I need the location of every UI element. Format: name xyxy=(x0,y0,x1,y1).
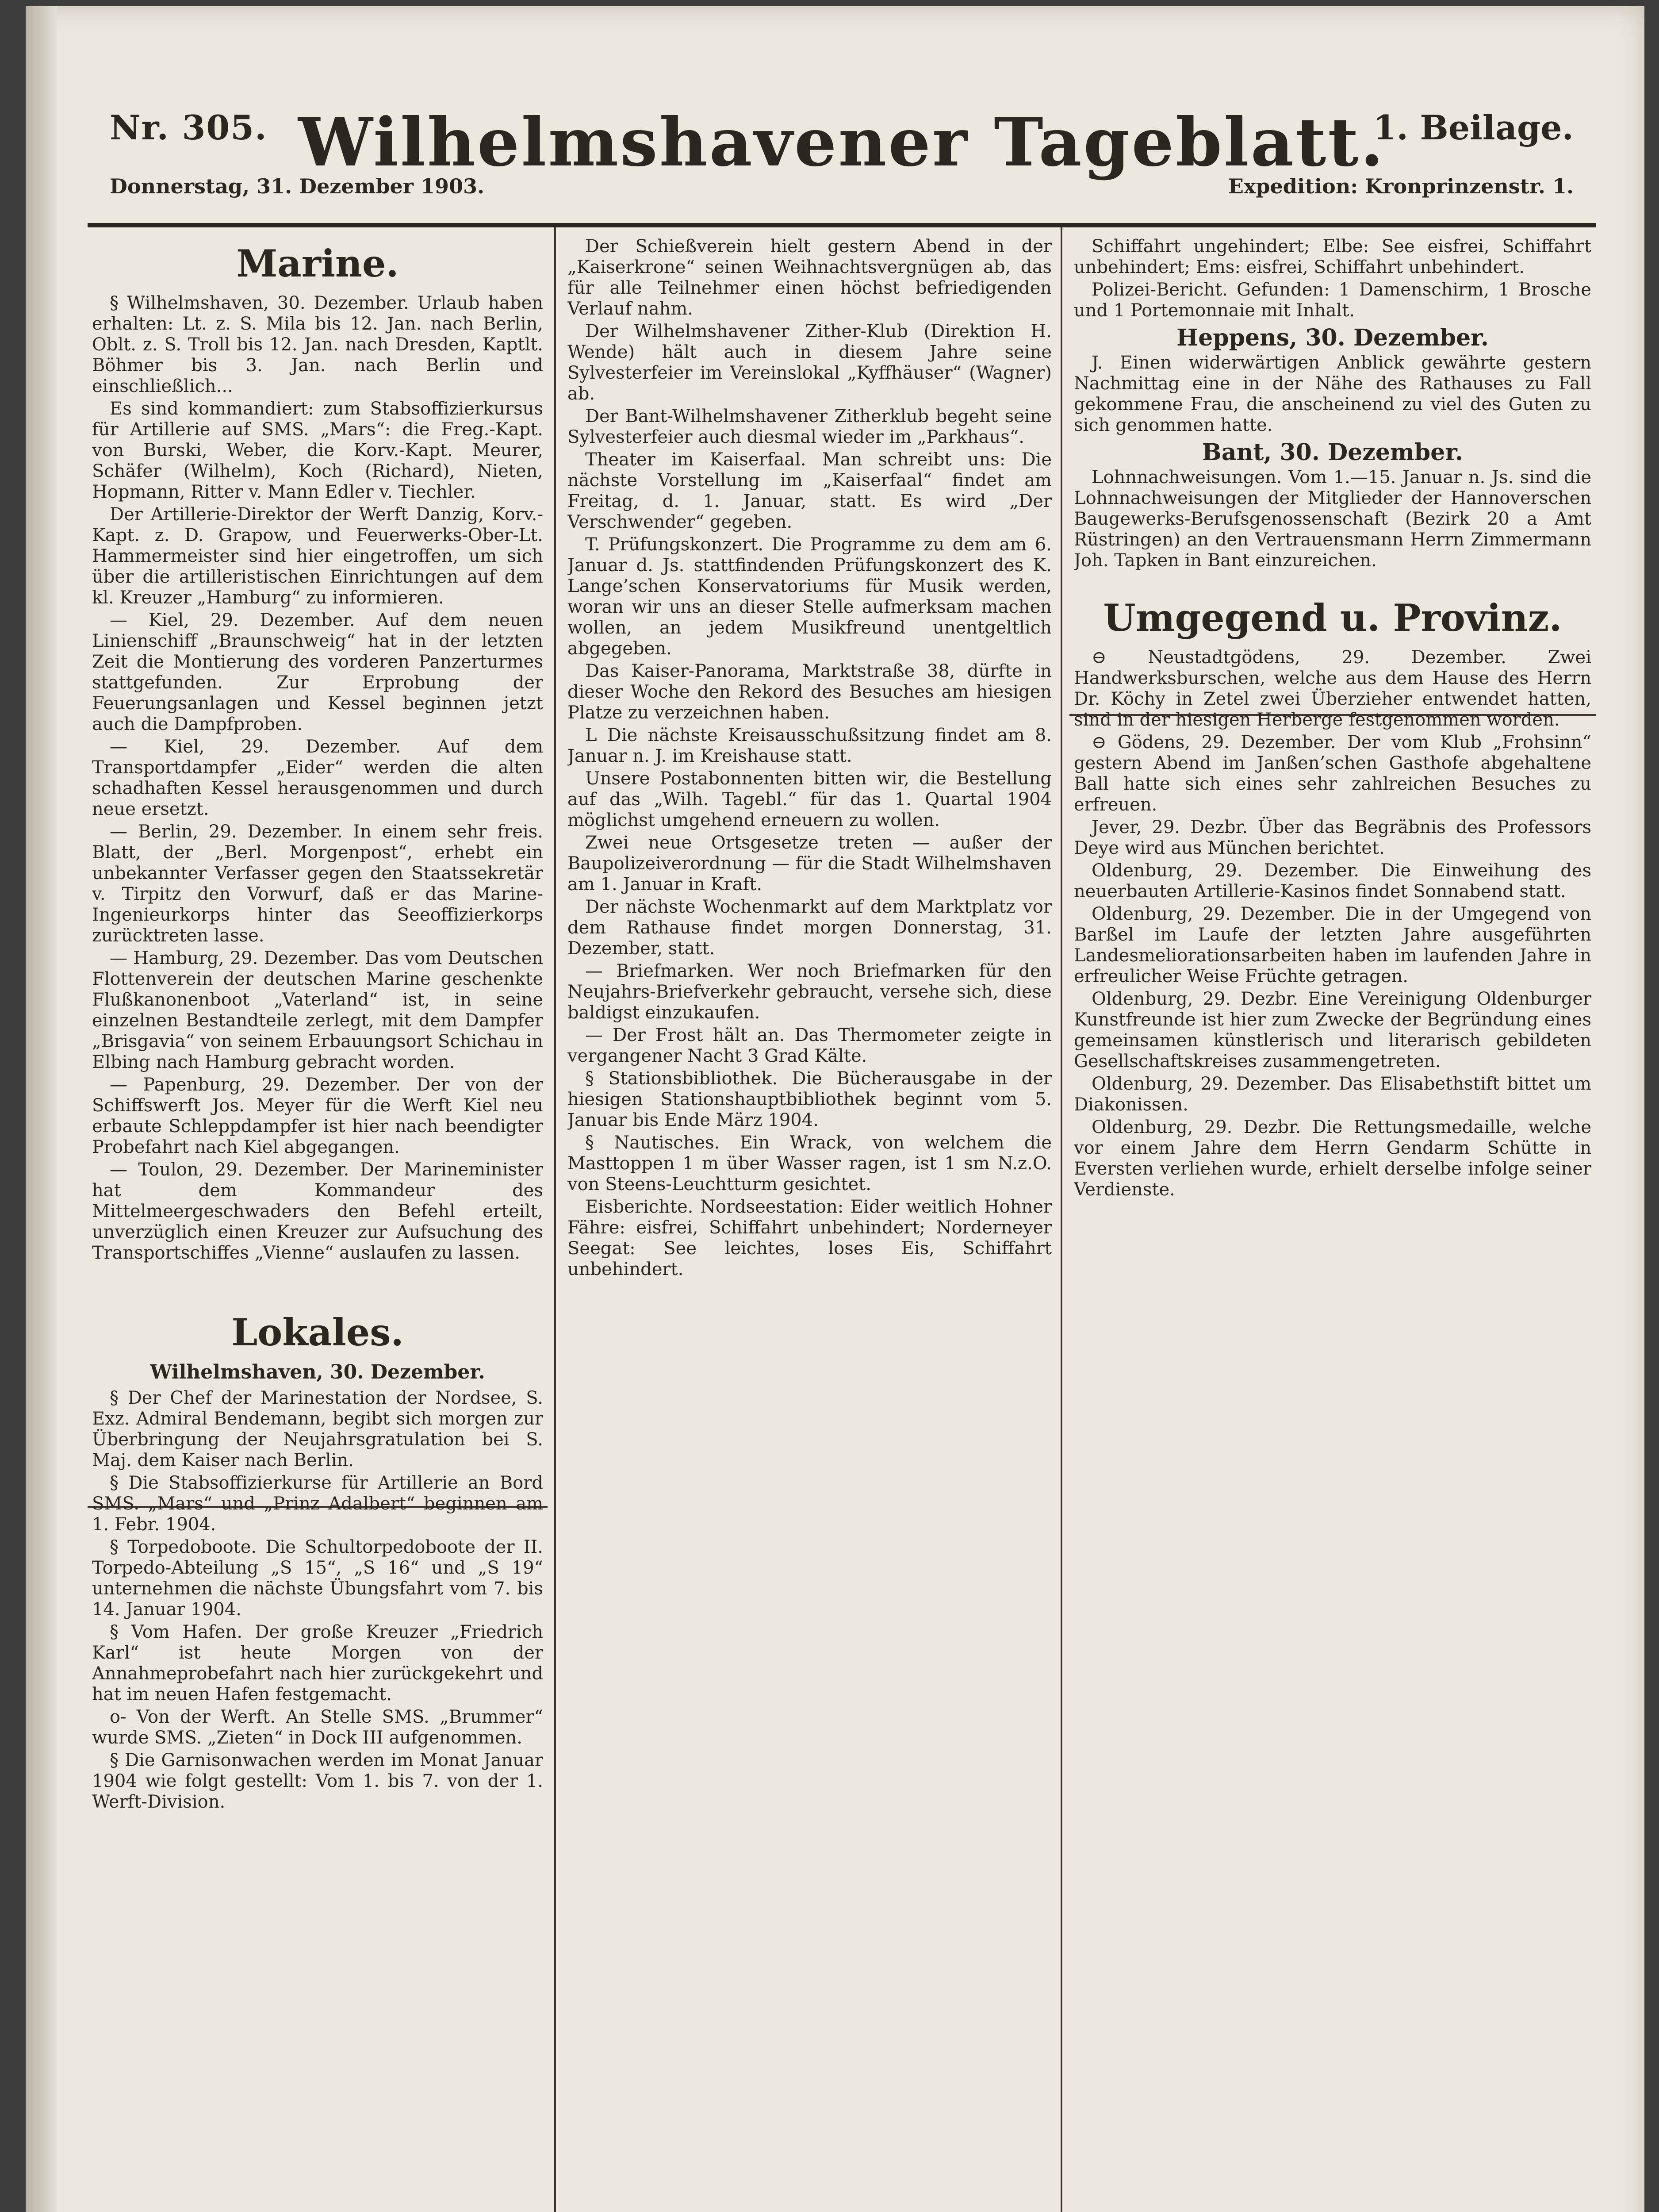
article-toulon: — Toulon, 29. Dezember. Der Marineminister hat dem Kommandeur des Mittelmeergeschwaders den Befehl erteilt, unverzüglich einen Kreuzer zur Aufsuchung des Transportschiffes „Vienne“ auslaufen zu lassen. xyxy=(92,1160,543,1263)
issue-date: Donnerstag, 31. Dezember 1903. xyxy=(110,174,485,198)
article-kaiser-panorama: Das Kaiser-Panorama, Marktstraße 38, dürfte in dieser Woche den Rekord des Besuches am hiesigen Platze zu verzeichnen haben. xyxy=(567,661,1052,723)
dateline-heppens: Heppens, 30. Dezember. xyxy=(1176,324,1489,351)
article-oldenburg-elisabethstift: Oldenburg, 29. Dezember. Das Elisabethstift bittet um Diakonissen. xyxy=(1074,1074,1591,1115)
expedition-address: Expedition: Kronprinzenstr. 1. xyxy=(1228,174,1574,198)
article-ortsgesetze: Zwei neue Ortsgesetze treten — außer der Baupolizeiverordnung — für die Stadt Wilhelmshaven am 1. Januar in Kraft. xyxy=(567,833,1052,895)
article-theater: Theater im Kaiserfaal. Man schreibt uns: Die nächste Vorstellung im „Kaiserfaal“ findet am Freitag, d. 1. Januar, statt. Es wird „Der Verschwender“ gegeben. xyxy=(567,449,1052,532)
article-berlin: — Berlin, 29. Dezember. In einem sehr freis. Blatt, der „Berl. Morgenpost“, erhebt ein unbekannter Verfasser gegen den Staatssekretär v. Tirpitz den Vorwurf, daß er das Marine-Ingenieurkorps hinter das Seeoffizierkorps zurücktreten lasse. xyxy=(92,822,543,946)
article-oldenburg-kasino: Oldenburg, 29. Dezember. Die Einweihung des neuerbauten Artillerie-Kasinos findet Sonnabend statt. xyxy=(1074,860,1591,902)
heading-marine: Marine. xyxy=(236,242,399,285)
article-artillerie-direktor: Der Artillerie-Direktor der Werft Danzig, Korv.-Kapt. z. D. Grapow, und Feuerwerks-Ober-Lt. Hammermeister sind hier eingetroffen, um sich über die artilleristischen Einrichtungen auf dem kl. Kreuzer „Hamburg“ zu informieren. xyxy=(92,504,543,608)
article-schiessverein: Der Schießverein hielt gestern Abend in der „Kaiserkrone“ seinen Weihnachtsvergnügen ab, das für alle Teilnehmer einen höchst befriedigenden Verlauf nahm. xyxy=(567,236,1052,319)
article-postabonnenten: Unsere Postabonnenten bitten wir, die Bestellung auf das „Wilh. Tagebl.“ für das 1. Quartal 1904 möglichst umgehend erneuern zu wollen. xyxy=(567,768,1052,830)
column-2 xyxy=(567,236,1052,2212)
article-stationsbibliothek: § Stationsbibliothek. Die Bücherausgabe in der hiesigen Stationshauptbibliothek beginnt vom 5. Januar bis Ende März 1904. xyxy=(567,1068,1052,1130)
article-kreisausschuss: L Die nächste Kreisausschußsitzung findet am 8. Januar n. J. im Kreishause statt. xyxy=(567,725,1052,766)
page-spine xyxy=(26,6,57,2212)
article-chef-marinestation: § Der Chef der Marinestation der Nordsee, S. Exz. Admiral Bendemann, begibt sich morgen zur Überbringung der Neujahrsgratulation bei S. Maj. dem Kaiser nach Berlin. xyxy=(92,1388,543,1471)
article-von-der-werft: o- Von der Werft. An Stelle SMS. „Brummer“ wurde SMS. „Zieten“ in Dock III aufgenommen. xyxy=(92,1707,543,1748)
issue-number: Nr. 305. xyxy=(110,108,268,147)
article-pruefungskonzert: T. Prüfungskonzert. Die Programme zu dem am 6. Januar d. Js. stattfindenden Prüfungskonzert des K. Lange’schen Konservatoriums für Musik werden, woran wir uns an dieser Stelle aufmerksam machen wollen, an jedem Musikfreund unentgeltlich abgegeben. xyxy=(567,534,1052,659)
article-bant-zitherklub: Der Bant-Wilhelmshavener Zitherklub begeht seine Sylvesterfeier auch diesmal wieder im „Parkhaus“. xyxy=(567,406,1052,447)
dateline-wilhelmshaven: Wilhelmshaven, 30. Dezember. xyxy=(150,1361,485,1383)
article-garnisonwachen: § Die Garnisonwachen werden im Monat Januar 1904 wie folgt gestellt: Vom 1. bis 7. von der 1. Werft-Division. xyxy=(92,1750,543,1812)
article-hamburg: — Hamburg, 29. Dezember. Das vom Deutschen Flottenverein der deutschen Marine geschenkte Flußkanonenboot „Vaterland“ ist, in seine einzelnen Bestandteile zerlegt, mit dem Dampfer „Brisgavia“ von seinem Erbauungsort Schichau in Elbing nach Hamburg gebracht worden. xyxy=(92,948,543,1072)
newspaper-page xyxy=(26,6,1644,2212)
article-frost: — Der Frost hält an. Das Thermometer zeigte in vergangener Nacht 3 Grad Kälte. xyxy=(567,1025,1052,1066)
column-1 xyxy=(92,236,543,2212)
article-wochenmarkt: Der nächste Wochenmarkt auf dem Marktplatz vor dem Rathause findet morgen Donnerstag, 31. Dezember, statt. xyxy=(567,897,1052,959)
article-polizei-bericht: Polizei-Bericht. Gefunden: 1 Damenschirm, 1 Brosche und 1 Portemonnaie mit Inhalt. xyxy=(1074,280,1591,321)
column-divider-1 xyxy=(554,227,556,2212)
column-divider-2 xyxy=(1061,227,1062,2212)
supplement-label: 1. Beilage. xyxy=(1373,108,1574,147)
heading-umgegend: Umgegend u. Provinz. xyxy=(1103,596,1562,640)
article-goedens: ⊖ Gödens, 29. Dezember. Der vom Klub „Frohsinn“ gestern Abend im Janßen’schen Gasthofe abgehaltene Ball hatte sich eines sehr zahlreichen Besuches zu erfreuen. xyxy=(1074,732,1591,815)
article-lohnnachweisungen: Lohnnachweisungen. Vom 1.—15. Januar n. Js. sind die Lohnnachweisungen der Mitglieder der Hannoverschen Baugewerks-Berufsgenossenschaft (Bezirk 20 a Amt Rüstringen) an den Vertrauensmann Herrn Zimmermann Joh. Tapken in Bant einzureichen. xyxy=(1074,467,1591,571)
article-oldenburg-meliorationen: Oldenburg, 29. Dezember. Die in der Umgegend von Barßel im Laufe der letzten Jahre ausgeführten Landesmeliorationsarbeiten haben im laufenden Jahre in erfreulicher Weise Früchte getragen. xyxy=(1074,904,1591,987)
article-torpedoboote: § Torpedoboote. Die Schultorpedoboote der II. Torpedo-Abteilung „S 15“, „S 16“ und „S 19“ unternehmen die nächste Übungsfahrt vom 7. bis 14. Januar 1904. xyxy=(92,1537,543,1620)
article-kiel-braunschweig: — Kiel, 29. Dezember. Auf dem neuen Linienschiff „Braunschweig“ hat in der letzten Zeit die Montierung des vorderen Panzerturmes stattgefunden. Zur Erprobung der Feuerungsanlagen und Kessel beginnen jetzt auch die Dampfproben. xyxy=(92,610,543,734)
newspaper-title: Wilhelmshavener Tageblatt. xyxy=(298,104,1385,181)
heading-lokales: Lokales. xyxy=(231,1310,404,1354)
masthead-rule xyxy=(88,223,1596,227)
column-3 xyxy=(1074,236,1591,2212)
article-anblick: J. Einen widerwärtigen Anblick gewährte gestern Nachmittag eine in der Nähe des Rathauses zu Fall gekommene Frau, die anscheinend zu viel des Guten zu sich genommen hatte. xyxy=(1074,353,1591,435)
article-stabsoffizierkurse: § Die Stabsoffizierkurse für Artillerie an Bord SMS. „Mars“ und „Prinz Adalbert“ beginnen am 1. Febr. 1904. xyxy=(92,1473,543,1535)
article-papenburg: — Papenburg, 29. Dezember. Der von der Schiffswerft Jos. Meyer für die Werft Kiel neu erbaute Schleppdampfer ist hier nach beendigter Probefahrt nach Kiel abgegangen. xyxy=(92,1075,543,1157)
article-jever: Jever, 29. Dezbr. Über das Begräbnis des Professors Deye wird aus München berichtet. xyxy=(1074,817,1591,858)
article-nautisches: § Nautisches. Ein Wrack, von welchem die Masttoppen 1 m über Wasser ragen, ist 1 sm N.z.O. von Steens-Leuchtturm gesichtet. xyxy=(567,1133,1052,1194)
masthead xyxy=(83,90,1600,223)
dateline-bant: Bant, 30. Dezember. xyxy=(1202,439,1464,466)
article-briefmarken: — Briefmarken. Wer noch Briefmarken für den Neujahrs-Briefverkehr gebraucht, versehe sich, diese baldigst einzukaufen. xyxy=(567,961,1052,1023)
article-kiel-eider: — Kiel, 29. Dezember. Auf dem Transportdampfer „Eider“ werden die alten schadhaften Kessel herausgenommen und durch neue ersetzt. xyxy=(92,737,543,819)
article-eisberichte: Eisberichte. Nordseestation: Eider weitlich Hohner Fähre: eisfrei, Schiffahrt unbehindert; Norderneyer Seegat: See leichtes, loses Eis, Schiffahrt unbehindert. xyxy=(567,1197,1052,1279)
article-zither-klub: Der Wilhelmshavener Zither-Klub (Direktion H. Wende) hält auch in diesem Jahre seine Sylvesterfeier im Vereinslokal „Kyffhäuser“ (Wagner) ab. xyxy=(567,321,1052,404)
article-urlaub: § Wilhelmshaven, 30. Dezember. Urlaub haben erhalten: Lt. z. S. Mila bis 12. Jan. nach Berlin, Oblt. z. S. Troll bis 12. Jan. nach Dresden, Kaptlt. Böhmer bis 3. Jan. nach Berlin und einschließlich... xyxy=(92,293,543,396)
article-oldenburg-rettungsmedaille: Oldenburg, 29. Dezbr. Die Rettungsmedaille, welche vor einem Jahre dem Herrn Gendarm Schütte in Eversten verliehen wurde, erhielt derselbe infolge seiner Verdienste. xyxy=(1074,1117,1591,1200)
article-neustadtgoedens: ⊖ Neustadtgödens, 29. Dezember. Zwei Handwerksburschen, welche aus dem Hause des Herrn Dr. Köchy in Zetel zwei Überzieher entwendet hatten, sind in der hiesigen Herberge festgenommen worden. xyxy=(1074,647,1591,730)
article-vom-hafen: § Vom Hafen. Der große Kreuzer „Friedrich Karl“ ist heute Morgen von der Annahmeprobefahrt nach hier zurückgekehrt und hat im neuen Hafen festgemacht. xyxy=(92,1622,543,1705)
article-oldenburg-kunstfreunde: Oldenburg, 29. Dezbr. Eine Vereinigung Oldenburger Kunstfreunde ist hier zum Zwecke der Begründung eines gemeinsamen künstlerisch und literarisch gebildeten Gesellschaftskreises zusammengetreten. xyxy=(1074,989,1591,1071)
article-eisberichte-cont: Schiffahrt ungehindert; Elbe: See eisfrei, Schiffahrt unbehindert; Ems: eisfrei, Schiffahrt unbehindert. xyxy=(1074,236,1591,277)
article-kommandiert: Es sind kommandiert: zum Stabsoffizierkursus für Artillerie auf SMS. „Mars“: die Freg.-Kapt. von Burski, Weber, die Korv.-Kapt. Meurer, Schäfer (Wilhelm), Koch (Richard), Nieten, Hopmann, Ritter v. Mann Edler v. Tiechler. xyxy=(92,399,543,502)
